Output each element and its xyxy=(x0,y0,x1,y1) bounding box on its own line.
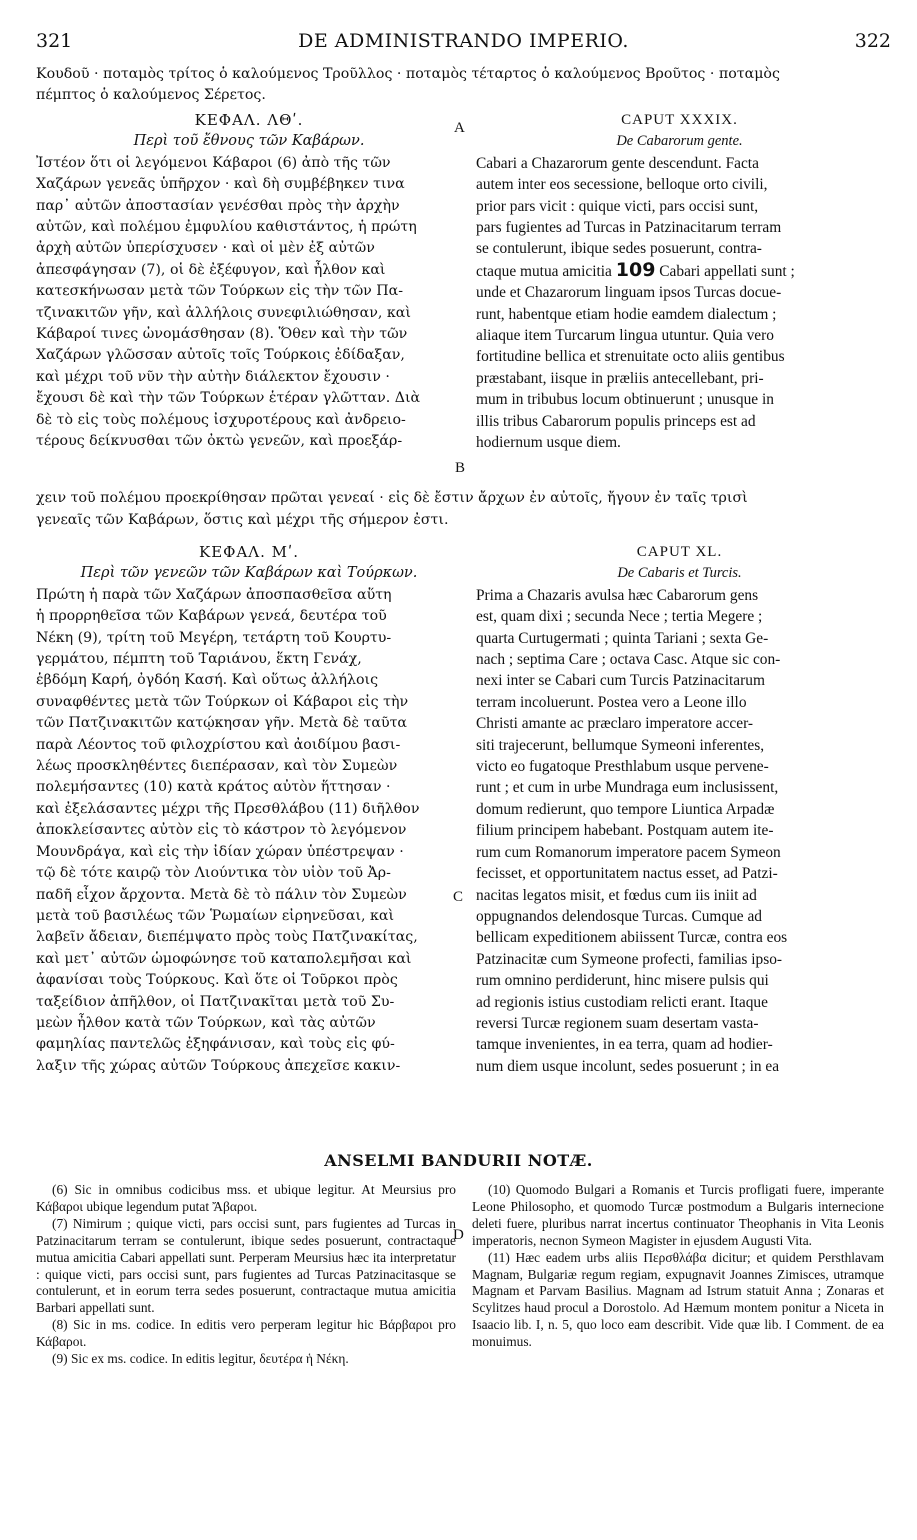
notes-heading: ANSELMI BANDURII NOTÆ. xyxy=(324,1151,593,1170)
text-line: Πρώτη ἡ παρὰ τῶν Χαζάρων ἀποσπασθεῖσα αὕτη xyxy=(36,586,392,603)
footnote: (8) Sic in ms. codice. In editis vero perperam legitur hic Βάρβαροι pro Κάβαροι. xyxy=(36,1317,456,1350)
text-line: autem inter eos secessione, belloque orto civili, xyxy=(476,176,768,194)
text-line: παρ᾽ αὐτῶν ἀποστασίαν γενέσθαι πρὸς τὴν ἀρχὴν xyxy=(36,197,400,214)
notes-column-right xyxy=(472,1182,884,1351)
greek-chapter-subtitle: Περὶ τῶν γενεῶν τῶν Καβάρων καὶ Τούρκων. xyxy=(80,565,418,582)
text-line: reversi Turcæ regionem suam desertam vasta- xyxy=(476,1014,759,1032)
text-line: bellicam expeditionem abiissent Turcæ, contra eos xyxy=(476,929,788,947)
text-line: rum cum Romanorum imperatore pacem Symeon xyxy=(476,843,781,861)
text-line: τέρους δείκνυσθαι τῶν ὀκτὼ γενεῶν, καὶ προεξάρ- xyxy=(36,433,403,450)
text-line: πολεμήσαντες (10) κατὰ κράτος αὐτὸν ἥττησαν · xyxy=(36,779,391,796)
text-line: καὶ μετ᾽ αὐτῶν ὡμοφώνησε τοῦ καταπολεμῆσαι καὶ xyxy=(36,950,412,967)
text-line: ἔχουσι δὲ καὶ τὴν τῶν Τούρκων ἑτέραν γλῶτταν. Διὰ xyxy=(36,390,421,407)
latin-chapter-subtitle: De Cabaris et Turcis. xyxy=(617,565,742,582)
text-line xyxy=(476,260,883,282)
text-line: ad regionis istius custodiam relicti erant. Itaque xyxy=(476,993,768,1011)
greek-text-block xyxy=(36,585,462,1077)
text-line: Patzinacitæ cum Symeone profecti, familias ipso- xyxy=(476,950,783,968)
intro-line: πέμπτος ὁ καλούμενος Σέρετος. xyxy=(36,87,266,103)
greek-column-ch40 xyxy=(36,542,462,1077)
text-line: Νέκη (9), τρίτη τοῦ Μεγέρη, τετάρτη τοῦ Κουρτυ- xyxy=(36,629,392,646)
text-line: ἀποκλείσαντες αὐτὸν εἰς τὸ κάστρον τὸ λεγόμενον xyxy=(36,822,407,839)
text-line: nach ; septima Care ; octava Casc. Atque sic con- xyxy=(476,651,781,669)
text-line: victo eo fugatoque Presthlabum usque pervene- xyxy=(476,758,769,776)
text-line: pars fugientes ad Turcas in Patzinacitarum terram xyxy=(476,219,782,237)
greek-chapter-subtitle: Περὶ τοῦ ἔθνους τῶν Καβάρων. xyxy=(133,133,365,150)
footnote: (7) Nimirum ; quique victi, pars occisi sunt, pars fugientes ad Turcas in Patzinacitarum terram se contulerunt, ibique sedes posuerunt, contractaque mutua amicitia Cabari appellati sunt. Perperam Meursius hæc ita interpretatur : quique victi, pars occisi sunt, pars fugientes ad Turcas Patzinacitasque se contulerunt, et in eorum terra sedes posuerunt, contractaque mutua amicitia Barbari appellati sunt. xyxy=(36,1215,456,1316)
text-line: rum omnino perdiderunt, hinc misere pulsis qui xyxy=(476,972,769,990)
text-line: χειν τοῦ πολέμου προεκρίθησαν πρῶται γενεαί · εἰς δὲ ἔστιν ἄρχων ἐν αὐτοῖς, ἤγουν ἐν ταῖς τρισὶ xyxy=(36,490,748,506)
intro-text xyxy=(36,64,895,106)
margin-letter-a: A xyxy=(454,120,465,136)
greek-text-block xyxy=(36,153,462,453)
text-line: παδῆ εἶχον ἄρχοντα. Μετὰ δὲ τὸ πάλιν τὸν Συμεὼν xyxy=(36,886,407,903)
running-header xyxy=(36,30,891,56)
latin-chapter-heading: CAPUT XL. xyxy=(636,544,723,560)
text-line: terram incoluerunt. Postea vero a Leone illo xyxy=(476,693,747,711)
text-line: γενεαῖς τῶν Καβάρων, ὅστις καὶ μέχρι τῆς σήμερον ἐστι. xyxy=(36,512,449,528)
margin-letter-d: D xyxy=(453,1227,464,1243)
margin-letter-c: C xyxy=(453,889,464,905)
text-line: num diem usque incolunt, sedes posuerunt ; in ea xyxy=(476,1057,780,1075)
text-line: Κάβαροί τινες ὠνομάσθησαν (8). Ὅθεν καὶ τὴν τῶν xyxy=(36,326,408,343)
text-line: λέως προσκληθέντες διεπέρασαν, καὶ τὸν Συμεὼν xyxy=(36,758,398,775)
text-line: λαξιν τῆς χώρας αὐτῶν Τούρκους ἀπεχεῖσε κακιν- xyxy=(36,1057,401,1074)
greek-column-ch39 xyxy=(36,110,462,453)
latin-text-block xyxy=(476,282,883,453)
latin-column-ch40 xyxy=(476,542,883,1077)
text-line: se contulerunt, ibique sedes posuerunt, contra- xyxy=(476,240,762,258)
text-line: κατεσκήνωσαν μετὰ τῶν Τούρκων εἰς τὴν τῶν Πα- xyxy=(36,283,404,300)
text-line: συναφθέντες μετὰ τῶν Τούρκων οἱ Κάβαροι εἰς τὴν xyxy=(36,693,409,710)
text-line: Μουνδράγα, καὶ εἰς τὴν ἰδίαν χώραν ὑπέστρεψαν · xyxy=(36,843,404,860)
text-line: præstabant, iisque in præliis antecellebant, pri- xyxy=(476,369,764,387)
text-line: runt, habentque etiam hodie eamdem dialectum ; xyxy=(476,305,777,323)
text-line: φαμηλίας παντελῶς ἐξηφάνισαν, καὶ τοὺς εἰς φύ- xyxy=(36,1036,395,1053)
text-line: siti trajecerunt, bellumque Symeoni inferentes, xyxy=(476,736,765,754)
text-line: Christi amante ac præclaro imperatore accer- xyxy=(476,715,754,733)
text-line: τζινακιτῶν γῆν, καὶ ἀλλήλοις συνεφιλιώθησαν, καὶ xyxy=(36,304,411,321)
text-line: hodiernum usque diem. xyxy=(476,434,621,452)
margin-letter-b: B xyxy=(455,460,466,476)
text-line: γερμάτου, πέμπτη τοῦ Ταριάνου, ἕκτη Γενάχ, xyxy=(36,651,362,668)
text-line: nexi inter se Cabari cum Turcis Patzinacitarum xyxy=(476,672,765,690)
text-line: tamque invenientes, in ea terra, quam ad hodier- xyxy=(476,1036,773,1054)
footnote: (6) Sic in omnibus codicibus mss. et ubique legitur. At Meursius pro Κάβαροι ubique legendum putat Ἄβαροι. xyxy=(36,1182,456,1214)
text-line: fecisset, et opportunitatem nactus esset, ad Patzi- xyxy=(476,865,778,883)
footnote: (9) Sic ex ms. codice. In editis legitur, δευτέρα ἡ Νέκη. xyxy=(52,1351,349,1367)
text-line: μετὰ τοῦ βασιλέως τῶν Ῥωμαίων εἰρηνεῦσαι, καὶ xyxy=(36,907,395,924)
text-line: mum in tribubus locum obtinuerunt ; unusque in xyxy=(476,391,774,409)
text-line: Ἰστέον ὅτι οἱ λεγόμενοι Κάβαροι (6) ἀπὸ τῆς τῶν xyxy=(36,154,391,171)
footnote: (11) Hæc eadem urbs aliis Περσθλάβα dicitur; et quidem Persthlavam Magnam, Bulgariæ regum regiam, expugnavit Joannes Zimisces, utramque Magnam et Parvam Basilius. Magnam ad Istrum statuit Anna ; Zonaras et Scylitzes haud procul a Dorostolo. Ad Hæmum montem ponitur a Niceta in Isaacio lib. I, n. 5, quo loco eam describit. Vide quæ lib. I Comment. de ea monuimus. xyxy=(472,1249,884,1350)
text-line: filium principem habebant. Postquam autem ite- xyxy=(476,822,774,840)
text-line: quarta Curtugermati ; quinta Tariani ; sexta Ge- xyxy=(476,629,769,647)
text-line: ταξείδιον ἀπῆλθον, οἱ Πατζινακῖται μετὰ τοῦ Συ- xyxy=(36,993,395,1010)
latin-text-block xyxy=(476,153,883,260)
text-line: λαβεῖν ἄδειαν, διεπέμψατο πρὸς τοὺς Πατζινακίτας, xyxy=(36,929,418,946)
latin-chapter-heading: CAPUT XXXIX. xyxy=(621,112,738,128)
text-line: est, quam dixi ; secunda Nece ; tertia Megere ; xyxy=(476,608,763,626)
text-line: ἡ προρρηθεῖσα τῶν Καβάρων γενεά, δευτέρα τοῦ xyxy=(36,608,387,625)
text-line: τῶν Πατζινακιτῶν κατῴκησαν γῆν. Μετὰ δὲ ταῦτα xyxy=(36,715,408,732)
text-line: unde et Chazarorum linguam ipsos Turcas docue- xyxy=(476,284,782,302)
intro-line: Κουδοῦ · ποταμὸς τρίτος ὁ καλούμενος Τροῦλλος · ποταμὸς τέταρτος ὁ καλούμενος Βροῦτος · ποταμὸς xyxy=(36,66,780,82)
text-line: oppugnandos delendosque Turcas. Cumque ad xyxy=(476,907,762,925)
text-line: ἀπεσφάγησαν (7), οἱ δὲ ἐξέφυγον, καὶ ἦλθον καὶ xyxy=(36,261,386,278)
text-line: domum redierunt, quo tempore Liuntica Arpadæ xyxy=(476,800,775,818)
latin-column-ch39 xyxy=(476,110,883,454)
running-title: DE ADMINISTRANDO IMPERIO. xyxy=(298,30,629,52)
text-line: δὲ τὸ εἰς τοὺς πολέμους ἰσχυροτέρους καὶ ἀνδρειο- xyxy=(36,411,406,428)
text-line: τῷ δὲ τότε καιρῷ τὸν Λιούντικα τὸν υἱὸν τοῦ Ἀρ- xyxy=(36,865,391,882)
text-line: aliaque item Turcarum lingua utuntur. Quia vero xyxy=(476,327,774,345)
greek-chapter-heading: ΚΕΦΑΛ. Μʹ. xyxy=(199,543,299,561)
text-line: καὶ ἐξελάσαντες μέχρι τῆς Πρεσθλάβου (11) διῆλθον xyxy=(36,800,420,817)
text-line: prior pars vicit : quique victi, pars occisi sunt, xyxy=(476,197,759,215)
page-number-right: 322 xyxy=(854,30,891,52)
text-line: Χαζάρων γενεᾶς ὑπῆρχον · καὶ δὴ συμβέβηκεν τινα xyxy=(36,176,405,193)
text-line: ἀρχὴ αὐτῶν ὑπερίσχυσεν · καὶ οἱ μὲν ἐξ αὐτῶν xyxy=(36,240,375,257)
greek-full-width-text xyxy=(36,487,895,531)
text-line: αὐτῶν, καὶ πολέμου ἐμφυλίου καθιστάντος, ἡ πρώτη xyxy=(36,219,417,236)
text-line: Χαζάρων γλῶσσαν αὐτοῖς τοῖς Τούρκοις ἐδίδαξαν, xyxy=(36,347,405,364)
text-line: Prima a Chazaris avulsa hæc Cabarorum gens xyxy=(476,586,759,604)
latin-chapter-subtitle: De Cabarorum gente. xyxy=(616,133,743,150)
text-line: μεὼν ἦλθον κατὰ τῶν Τούρκων, καὶ τὰς αὐτῶν xyxy=(36,1014,376,1031)
text-fragment: Cabari appellati sunt ; xyxy=(659,262,795,280)
column-number-109: 109 xyxy=(615,258,656,281)
text-line: fortitudine bellica et strenuitate octo aliis gentibus xyxy=(476,348,785,366)
text-line: παρὰ Λέοντος τοῦ φιλοχρίστου καὶ ἀοιδίμου βασι- xyxy=(36,736,401,753)
greek-chapter-heading: ΚΕΦΑΛ. ΛΘʹ. xyxy=(194,111,304,129)
text-line: nacitas legatos misit, et fœdus cum iis iniit ad xyxy=(476,886,757,904)
latin-text-block xyxy=(476,585,883,1077)
notes-column-left xyxy=(36,1182,456,1368)
text-line: illis tribus Cabarorum populis princeps est ad xyxy=(476,412,756,430)
footnote: (10) Quomodo Bulgari a Romanis et Turcis profligati fuere, imperante Leone Philosopho, et quomodo Turcæ postmodum a Bulgaris internecione deleti fuere, pluribus narrat incertus continuator Theophanis in Vita Leonis imperatoris, necnon Symeon Magister in ejusdem Augusti Vita. xyxy=(472,1182,884,1248)
text-line: ἀφανίσαι τοὺς Τούρκους. Καὶ ὅτε οἱ Τοῦρκοι πρὸς xyxy=(36,972,398,989)
page-number-left: 321 xyxy=(36,30,73,52)
text-line: ἑβδόμη Καρή, ὀγδόη Κασή. Καὶ οὕτως ἀλλήλοις xyxy=(36,672,379,689)
text-fragment: ctaque mutua amicitia xyxy=(476,262,612,280)
text-line: καὶ μέχρι τοῦ νῦν τὴν αὐτὴν διάλεκτον ἔχουσιν · xyxy=(36,368,390,385)
text-line: Cabari a Chazarorum gente descendunt. Facta xyxy=(476,154,759,172)
text-line: runt ; et cum in urbe Mundraga eum inclusissent, xyxy=(476,779,779,797)
